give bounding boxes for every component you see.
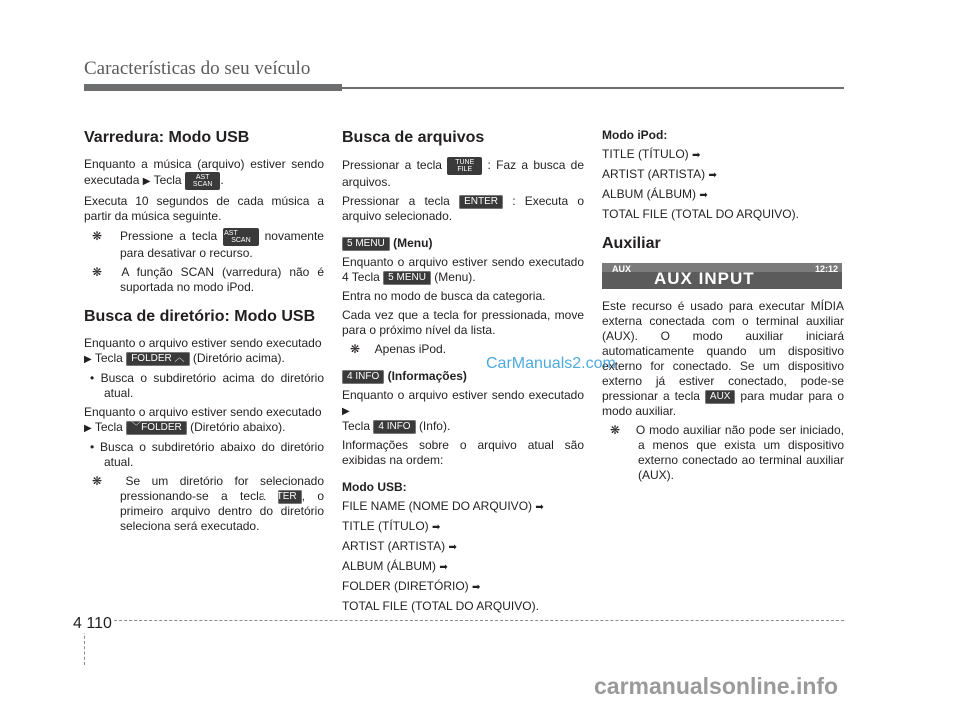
aux-display-clock: 12:12	[814, 264, 838, 274]
asterisk-icon: ❋	[609, 423, 621, 437]
heading-auxiliary: Auxiliar	[602, 235, 661, 252]
paragraph: Este recurso é usado para executar MÍDIA externa conectada com o terminal auxiliar (AUX). O modo auxiliar iniciará automaticamente quando um dispositivo externo for conectado. Se um dispositivo externo já estiver conectado, pode-se pressionar a tecla AUX para mudar para o modo auxiliar.	[602, 299, 844, 418]
asterisk-icon: ❋	[91, 265, 103, 279]
asterisk-icon: ❋	[349, 342, 361, 356]
list-item: ALBUM (ÁLBUM) ➡	[342, 559, 448, 573]
right-arrow-icon: ➡	[699, 190, 708, 201]
bullet-item: • Busca o subdiretório acima do diretório atual.	[90, 371, 324, 400]
paragraph: Enquanto o arquivo estiver sendo executado ▶ Tecla FOLDER ︿ (Diretório acima).	[84, 336, 322, 365]
enter-button: ENTER	[278, 490, 302, 504]
play-arrow-icon: ▶	[84, 423, 92, 434]
note: ❋ Apenas iPod.	[349, 342, 447, 356]
note: ❋ O modo auxiliar não pode ser iniciado, a menos que exista um dispositivo externo conectado ao terminal auxiliar (AUX).	[609, 423, 844, 482]
paragraph: Enquanto o arquivo estiver sendo executado 4 Tecla 5 MENU (Menu).	[342, 255, 584, 284]
aux-display-label: AUX	[612, 264, 632, 274]
paragraph: Enquanto o arquivo estiver sendo executado ▶ Tecla ﹀FOLDER (Diretório abaixo).	[84, 405, 322, 434]
enter-button: ENTER	[459, 195, 503, 209]
paragraph: Enquanto o arquivo estiver sendo executado ▶ Tecla 4 INFO (Info).	[342, 388, 584, 433]
list-item: ARTIST (ARTISTA) ➡	[602, 167, 717, 181]
menu-button: 5 MENU	[383, 271, 431, 285]
right-arrow-icon: ➡	[535, 502, 544, 513]
usb-mode-title: Modo USB:	[342, 480, 407, 494]
list-item: ARTIST (ARTISTA) ➡	[342, 539, 457, 553]
column-3	[602, 128, 844, 487]
folder-down-button: ﹀FOLDER	[126, 421, 187, 435]
right-arrow-icon: ➡	[472, 582, 481, 593]
info-button: 4 INFO	[342, 370, 384, 384]
right-arrow-icon: ➡	[708, 170, 717, 181]
heading-scan-usb: Varredura: Modo USB	[84, 129, 250, 146]
asterisk-icon: ❋	[91, 474, 103, 488]
right-arrow-icon: ➡	[692, 150, 701, 161]
play-arrow-icon: ▶	[342, 406, 350, 417]
paragraph: Informações sobre o arquivo atual são exibidas na ordem:	[342, 438, 584, 467]
asterisk-icon: ❋	[91, 229, 103, 244]
site-watermark: carmanualsonline.info	[594, 673, 839, 699]
header-bar	[84, 84, 342, 91]
list-item: TITLE (TÍTULO) ➡	[602, 147, 701, 161]
text: Enquanto a música (arquivo) estiver sendo executada	[84, 157, 324, 188]
aux-display-text: AUX INPUT	[654, 269, 755, 288]
list-item: TITLE (TÍTULO) ➡	[342, 519, 441, 533]
page-header-title: Características do seu veículo	[84, 58, 311, 79]
heading-folder-search: Busca de diretório: Modo USB	[84, 308, 316, 325]
ast-scan-button: AST SCAN	[185, 172, 220, 190]
paragraph: Enquanto a música (arquivo) estiver sendo executada ▶ Tecla AST SCAN .	[84, 157, 324, 188]
column-2	[342, 128, 584, 618]
right-arrow-icon: ➡	[432, 522, 441, 533]
right-arrow-icon: ➡	[439, 562, 448, 573]
play-arrow-icon: ▶	[142, 176, 151, 188]
footer-rule	[84, 620, 844, 621]
page-number: 4 110	[73, 615, 112, 632]
right-arrow-icon: ➡	[448, 542, 457, 553]
text: Tecla	[153, 173, 182, 188]
aux-button: AUX	[705, 390, 736, 404]
menu-button: 5 MENU	[342, 237, 390, 251]
tune-file-button: TUNE FILE	[447, 157, 482, 175]
paragraph: 5 MENU (Menu)	[342, 236, 584, 251]
paragraph: Cada vez que a tecla for pressionada, move para o próximo nível da lista.	[342, 308, 584, 337]
folder-up-button: FOLDER ︿	[126, 352, 189, 366]
watermark-text: CarManuals2.com	[486, 355, 616, 372]
list-item: ALBUM (ÁLBUM) ➡	[602, 187, 708, 201]
column-1	[84, 128, 324, 538]
list-item: FOLDER (DIRETÓRIO) ➡	[342, 579, 481, 593]
paragraph: Entra no modo de busca da categoria.	[342, 289, 546, 303]
paragraph: 4 INFO (Informações)	[342, 369, 584, 384]
play-arrow-icon: ▶	[84, 354, 92, 365]
ast-scan-button: AST SCAN	[223, 228, 258, 246]
info-button: 4 INFO	[373, 420, 415, 434]
list-item: FILE NAME (NOME DO ARQUIVO) ➡	[342, 499, 544, 513]
note: ❋ Pressione a tecla AST SCAN novamente para desativar o recurso.	[91, 229, 324, 260]
note: ❋ A função SCAN (varredura) não é suportada no modo iPod.	[91, 265, 324, 294]
ipod-mode-title: Modo iPod:	[602, 128, 668, 142]
note: ❋ Se um diretório for selecionado pressionando-se a tecla ENTER , o primeiro arquivo dentro do diretório seleciona será executado.	[91, 474, 324, 533]
paragraph: Pressionar a tecla ENTER : Executa o arquivo selecionado.	[342, 194, 585, 223]
list-item: TOTAL FILE (TOTAL DO ARQUIVO).	[342, 599, 539, 613]
aux-display-image	[602, 263, 842, 289]
paragraph: Pressionar a tecla TUNE FILE : Faz a busca de arquivos.	[342, 158, 585, 189]
paragraph: Executa 10 segundos de cada música a partir da música seguinte.	[84, 194, 324, 223]
bullet-item: • Busca o subdiretório abaixo do diretório atual.	[90, 440, 324, 469]
header-rule	[342, 87, 844, 89]
heading-file-search: Busca de arquivos	[342, 129, 485, 146]
list-item: TOTAL FILE (TOTAL DO ARQUIVO).	[602, 207, 799, 221]
